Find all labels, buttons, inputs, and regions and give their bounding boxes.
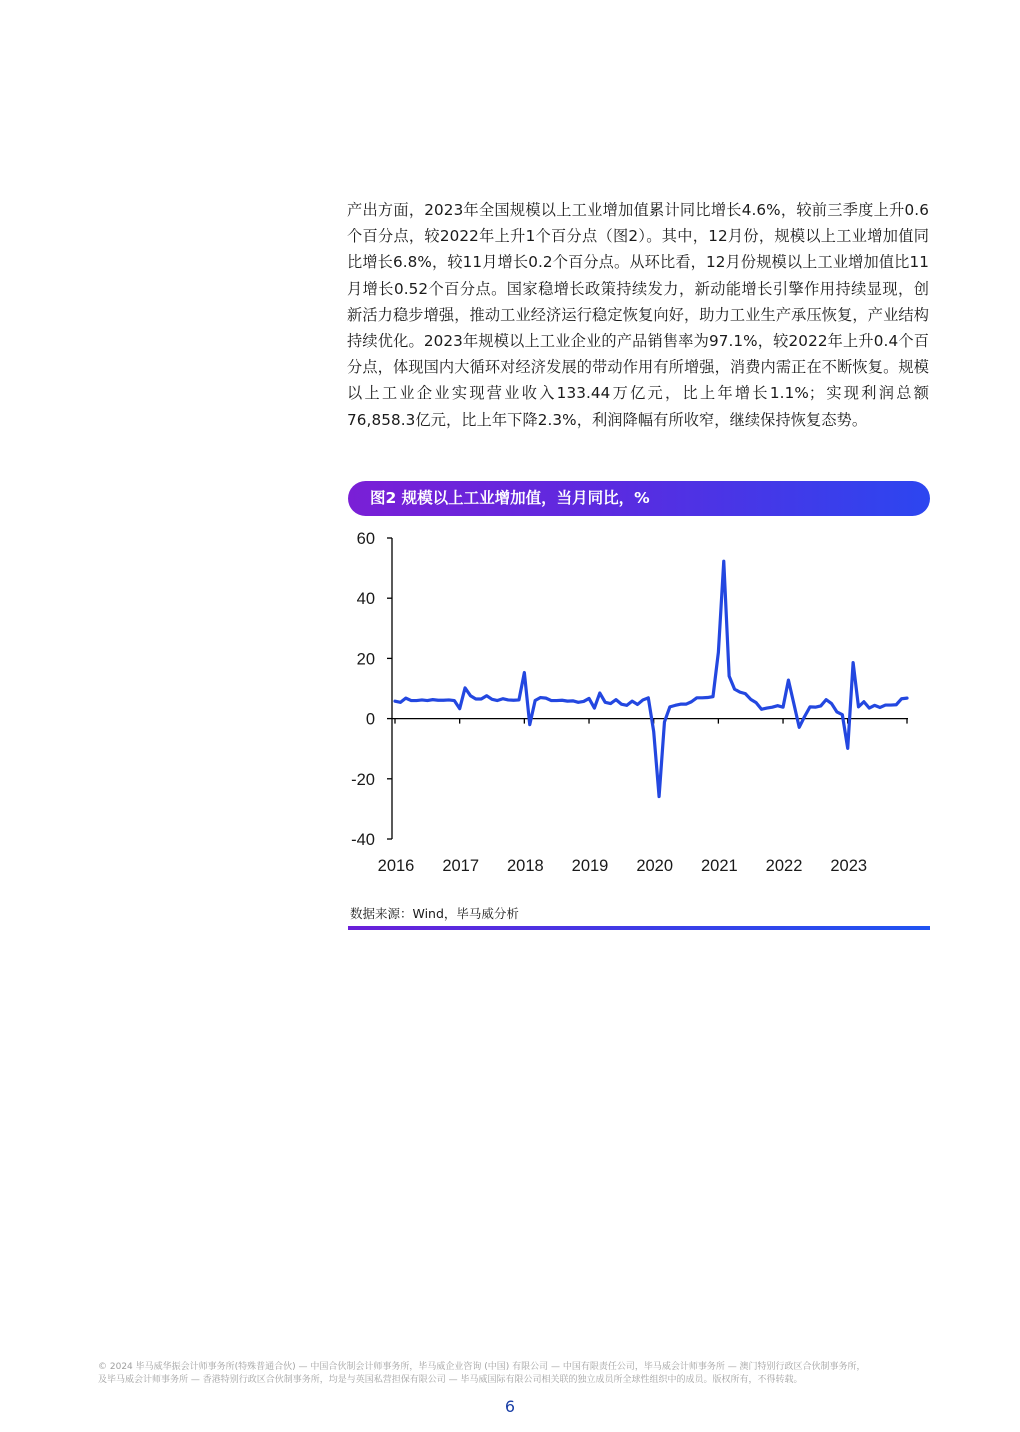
y-tick-label: 20 [356, 650, 375, 669]
body-paragraph: 产出方面，2023年全国规模以上工业增加值累计同比增长4.6%，较前三季度上升0.6个百分点，较2022年上升1个百分点（图2）。其中，12月份，规模以上工业增加值同比增长6.8%，较11月增长0.2个百分点。从环比看，12月份规模以上工业增加值比11月增长0.52个百分点。国家稳增长政策持续发力，新动能增长引擎作用持续显现，创新活力稳步增强，推动工业经济运行稳定恢复向好，助力工业生产承压恢复，产业结构持续优化。2023年规模以上工业企业的产品销售率为97.1%，较2022年上升0.4个百分点，体现国内大循环对经济发展的带动作用有所增强，消费内需正在不断恢复。规模以上工业企业实现营业收入133.44万亿元，比上年增长1.1%；实现利润总额76,858.3亿元，比上年下降2.3%，利润降幅有所收窄，继续保持恢复态势。 [347, 201, 929, 429]
x-tick-label: 2020 [636, 857, 674, 875]
x-tick-label: 2017 [442, 857, 480, 875]
x-tick-label: 2018 [506, 857, 544, 875]
x-tick-label: 2023 [830, 857, 868, 875]
series-line [395, 561, 907, 796]
chart-axes [392, 538, 908, 839]
chart-series [395, 561, 907, 796]
figure-source: 数据来源：Wind，毕马威分析 [350, 906, 519, 921]
source-divider [348, 926, 930, 930]
y-tick-label: 40 [356, 590, 375, 609]
copyright-footer [98, 1361, 930, 1386]
x-tick-label: 2016 [377, 857, 415, 875]
y-tick-label: -40 [351, 831, 375, 849]
footer-line-2: 及毕马威会计师事务所 — 香港特别行政区合伙制事务所，均是与英国私营担保有限公司 — 毕马威国际有限公司相关联的独立成员所全球性组织中的成员。版权所有，不得转载。 [98, 1374, 803, 1385]
page-number: 6 [504, 1397, 516, 1416]
y-tick-label: 0 [365, 710, 375, 729]
line-chart [340, 522, 930, 892]
y-tick-label: 60 [356, 530, 375, 548]
figure-title-banner [348, 481, 930, 516]
x-tick-label: 2021 [701, 857, 738, 875]
footer-line-1: © 2024 毕马威华振会计师事务所(特殊普通合伙) — 中国合伙制会计师事务所，毕马威企业咨询 (中国) 有限公司 — 中国有限责任公司，毕马威会计师事务所 — 澳门特别行政区合伙制事务所， [98, 1362, 866, 1372]
x-tick-label: 2019 [571, 857, 609, 875]
figure-title: 图2 规模以上工业增加值，当月同比，% [370, 489, 650, 507]
y-tick-label: -20 [351, 770, 375, 789]
x-tick-label: 2022 [765, 857, 803, 875]
